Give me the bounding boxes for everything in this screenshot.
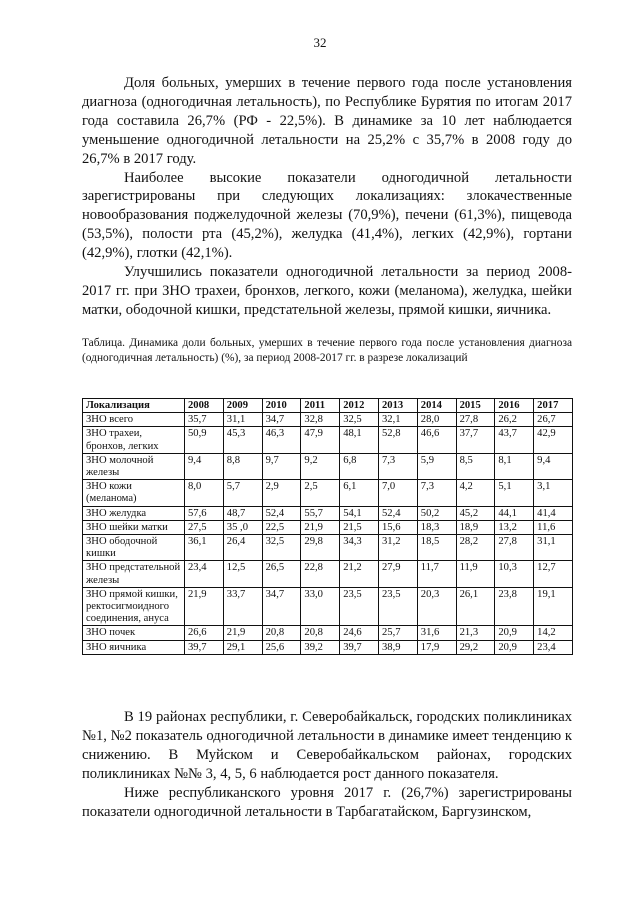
row-label: ЗНО кожи (меланома) bbox=[83, 480, 185, 506]
table-cell: 54,1 bbox=[340, 506, 379, 520]
table-cell: 9,4 bbox=[534, 453, 573, 479]
table-cell: 52,4 bbox=[378, 506, 417, 520]
table-cell: 11,7 bbox=[417, 561, 456, 587]
table-cell: 34,7 bbox=[262, 587, 301, 626]
row-label: ЗНО предстательной железы bbox=[83, 561, 185, 587]
table-cell: 8,8 bbox=[223, 453, 262, 479]
table-caption: Таблица. Динамика доли больных, умерших в течение первого года после установления диагноза (одногодичная летальность) (%), за период 2008-2017 гг. в разрезе локализаций bbox=[82, 337, 572, 364]
table-cell: 31,2 bbox=[378, 535, 417, 561]
paragraph: Наиболее высокие показатели одногодичной летальности зарегистрированы при следующих локализациях: злокачественные новообразования поджелудочной железы (70,9%), печени (61,3%), пищевода (53,5%), полости рта (45,2%), желудка (41,4%), легких (42,9%), гортани (42,9%), глотки (42,1%). bbox=[82, 169, 572, 262]
table-cell: 8,5 bbox=[456, 453, 495, 479]
table-cell: 29,2 bbox=[456, 640, 495, 654]
table-cell: 23,5 bbox=[378, 587, 417, 626]
table-row bbox=[83, 640, 573, 654]
table-header-row bbox=[83, 399, 573, 413]
table-cell: 22,5 bbox=[262, 520, 301, 534]
table-cell: 2,9 bbox=[262, 480, 301, 506]
table-row bbox=[83, 413, 573, 427]
table-cell: 27,8 bbox=[456, 413, 495, 427]
table-cell: 38,9 bbox=[378, 640, 417, 654]
table-cell: 37,7 bbox=[456, 427, 495, 453]
paragraph: Улучшились показатели одногодичной летальности за период 2008-2017 гг. при ЗНО трахеи, бронхов, легкого, кожи (меланома), желудка, шейки матки, ободочной кишки, предстательной железы, прямой кишки, яичника. bbox=[82, 264, 572, 318]
table-cell: 15,6 bbox=[378, 520, 417, 534]
table-cell: 14,2 bbox=[534, 626, 573, 640]
table-row bbox=[83, 561, 573, 587]
table-cell: 29,1 bbox=[223, 640, 262, 654]
table-cell: 18,3 bbox=[417, 520, 456, 534]
table-cell: 26,7 bbox=[534, 413, 573, 427]
table-cell: 34,7 bbox=[262, 413, 301, 427]
table-cell: 12,7 bbox=[534, 561, 573, 587]
table-cell: 13,2 bbox=[495, 520, 534, 534]
table-cell: 45,2 bbox=[456, 506, 495, 520]
table-cell: 9,7 bbox=[262, 453, 301, 479]
table-cell: 20,8 bbox=[301, 626, 340, 640]
paragraph: В 19 районах республики, г. Северобайкальск, городских поликлиниках №1, №2 показатель одногодичной летальности в динамике имеет тенденцию к снижению. В Муйском и Северобайкальском районах, городских поликлиниках №№ 3, 4, 5, 6 наблюдается рост данного показателя. bbox=[82, 709, 572, 782]
table-cell: 57,6 bbox=[185, 506, 224, 520]
table-cell: 28,0 bbox=[417, 413, 456, 427]
table-cell: 4,2 bbox=[456, 480, 495, 506]
table-cell: 7,3 bbox=[417, 480, 456, 506]
table-cell: 26,6 bbox=[185, 626, 224, 640]
row-label: ЗНО всего bbox=[83, 413, 185, 427]
table-cell: 25,7 bbox=[378, 626, 417, 640]
table-cell: 23,4 bbox=[185, 561, 224, 587]
table-cell: 41,4 bbox=[534, 506, 573, 520]
column-header-year: 2016 bbox=[495, 399, 534, 413]
table-cell: 29,8 bbox=[301, 535, 340, 561]
table-cell: 47,9 bbox=[301, 427, 340, 453]
table-cell: 17,9 bbox=[417, 640, 456, 654]
body-text-bottom bbox=[82, 708, 572, 821]
row-label: ЗНО ободочной кишки bbox=[83, 535, 185, 561]
table-cell: 31,1 bbox=[223, 413, 262, 427]
column-header-year: 2017 bbox=[534, 399, 573, 413]
table-cell: 36,1 bbox=[185, 535, 224, 561]
table-cell: 33,0 bbox=[301, 587, 340, 626]
mortality-table bbox=[82, 398, 573, 655]
table-row bbox=[83, 480, 573, 506]
table-cell: 12,5 bbox=[223, 561, 262, 587]
table-cell: 46,6 bbox=[417, 427, 456, 453]
table-cell: 39,2 bbox=[301, 640, 340, 654]
table-cell: 31,6 bbox=[417, 626, 456, 640]
table-cell: 20,9 bbox=[495, 640, 534, 654]
table-cell: 3,1 bbox=[534, 480, 573, 506]
table-cell: 26,2 bbox=[495, 413, 534, 427]
table-cell: 35 ,0 bbox=[223, 520, 262, 534]
row-label: ЗНО желудка bbox=[83, 506, 185, 520]
table-cell: 42,9 bbox=[534, 427, 573, 453]
table-cell: 9,2 bbox=[301, 453, 340, 479]
table-row bbox=[83, 626, 573, 640]
table-cell: 48,7 bbox=[223, 506, 262, 520]
table-cell: 32,5 bbox=[262, 535, 301, 561]
body-text-top bbox=[82, 74, 572, 320]
table-cell: 6,8 bbox=[340, 453, 379, 479]
table-cell: 21,9 bbox=[301, 520, 340, 534]
table-cell: 32,5 bbox=[340, 413, 379, 427]
table-cell: 21,5 bbox=[340, 520, 379, 534]
table-cell: 21,2 bbox=[340, 561, 379, 587]
table-cell: 21,3 bbox=[456, 626, 495, 640]
table-cell: 18,5 bbox=[417, 535, 456, 561]
table-cell: 48,1 bbox=[340, 427, 379, 453]
table-cell: 25,6 bbox=[262, 640, 301, 654]
table-cell: 43,7 bbox=[495, 427, 534, 453]
table-cell: 39,7 bbox=[185, 640, 224, 654]
table-cell: 28,2 bbox=[456, 535, 495, 561]
table-cell: 7,0 bbox=[378, 480, 417, 506]
column-header-year: 2012 bbox=[340, 399, 379, 413]
table-cell: 2,5 bbox=[301, 480, 340, 506]
table-cell: 23,8 bbox=[495, 587, 534, 626]
table-cell: 5,9 bbox=[417, 453, 456, 479]
table-cell: 26,5 bbox=[262, 561, 301, 587]
table-cell: 11,9 bbox=[456, 561, 495, 587]
table-cell: 32,1 bbox=[378, 413, 417, 427]
table-row bbox=[83, 520, 573, 534]
table-cell: 19,1 bbox=[534, 587, 573, 626]
table-body bbox=[83, 413, 573, 655]
table-cell: 26,1 bbox=[456, 587, 495, 626]
table-cell: 7,3 bbox=[378, 453, 417, 479]
paragraph: Ниже республиканского уровня 2017 г. (26,7%) зарегистрированы показатели одногодичной летальности в Тарбагатайском, Баргузинском, bbox=[82, 784, 572, 820]
row-label: ЗНО яичника bbox=[83, 640, 185, 654]
table-cell: 22,8 bbox=[301, 561, 340, 587]
table-cell: 27,9 bbox=[378, 561, 417, 587]
table-cell: 23,4 bbox=[534, 640, 573, 654]
table-cell: 20,9 bbox=[495, 626, 534, 640]
table-cell: 24,6 bbox=[340, 626, 379, 640]
table-cell: 31,1 bbox=[534, 535, 573, 561]
table-cell: 34,3 bbox=[340, 535, 379, 561]
table-cell: 21,9 bbox=[223, 626, 262, 640]
row-label: ЗНО трахеи, бронхов, легких bbox=[83, 427, 185, 453]
table-row bbox=[83, 453, 573, 479]
column-header-year: 2011 bbox=[301, 399, 340, 413]
column-header-year: 2015 bbox=[456, 399, 495, 413]
table-cell: 23,5 bbox=[340, 587, 379, 626]
column-header-location: Локализация bbox=[83, 399, 185, 413]
table-row bbox=[83, 427, 573, 453]
table-cell: 8,1 bbox=[495, 453, 534, 479]
table-cell: 45,3 bbox=[223, 427, 262, 453]
table-cell: 20,3 bbox=[417, 587, 456, 626]
row-label: ЗНО почек bbox=[83, 626, 185, 640]
table-cell: 35,7 bbox=[185, 413, 224, 427]
table-cell: 21,9 bbox=[185, 587, 224, 626]
table-cell: 11,6 bbox=[534, 520, 573, 534]
table-row bbox=[83, 506, 573, 520]
table-cell: 55,7 bbox=[301, 506, 340, 520]
column-header-year: 2009 bbox=[223, 399, 262, 413]
row-label: ЗНО прямой кишки, ректосигмоидного соединения, ануса bbox=[83, 587, 185, 626]
column-header-year: 2010 bbox=[262, 399, 301, 413]
table-cell: 27,8 bbox=[495, 535, 534, 561]
column-header-year: 2014 bbox=[417, 399, 456, 413]
table-cell: 8,0 bbox=[185, 480, 224, 506]
table-cell: 6,1 bbox=[340, 480, 379, 506]
table-cell: 5,7 bbox=[223, 480, 262, 506]
table-cell: 26,4 bbox=[223, 535, 262, 561]
row-label: ЗНО шейки матки bbox=[83, 520, 185, 534]
table-cell: 50,2 bbox=[417, 506, 456, 520]
table-cell: 27,5 bbox=[185, 520, 224, 534]
row-label: ЗНО молочной железы bbox=[83, 453, 185, 479]
table-cell: 50,9 bbox=[185, 427, 224, 453]
table-cell: 10,3 bbox=[495, 561, 534, 587]
table-cell: 33,7 bbox=[223, 587, 262, 626]
table-row bbox=[83, 587, 573, 626]
table-cell: 32,8 bbox=[301, 413, 340, 427]
table-cell: 52,8 bbox=[378, 427, 417, 453]
paragraph: Доля больных, умерших в течение первого года после установления диагноза (одногодичная летальность), по Республике Бурятия по итогам 2017 года составила 26,7% (РФ - 22,5%). В динамике за 10 лет наблюдается уменьшение одногодичной летальности на 25,2% с 35,7% в 2008 году до 26,7% в 2017 году. bbox=[82, 75, 572, 167]
table-cell: 9,4 bbox=[185, 453, 224, 479]
table-cell: 52,4 bbox=[262, 506, 301, 520]
table-row bbox=[83, 535, 573, 561]
column-header-year: 2013 bbox=[378, 399, 417, 413]
table-cell: 46,3 bbox=[262, 427, 301, 453]
table-cell: 5,1 bbox=[495, 480, 534, 506]
table-cell: 18,9 bbox=[456, 520, 495, 534]
table-cell: 20,8 bbox=[262, 626, 301, 640]
table-cell: 39,7 bbox=[340, 640, 379, 654]
column-header-year: 2008 bbox=[185, 399, 224, 413]
page-number: 32 bbox=[313, 35, 327, 50]
table-cell: 44,1 bbox=[495, 506, 534, 520]
